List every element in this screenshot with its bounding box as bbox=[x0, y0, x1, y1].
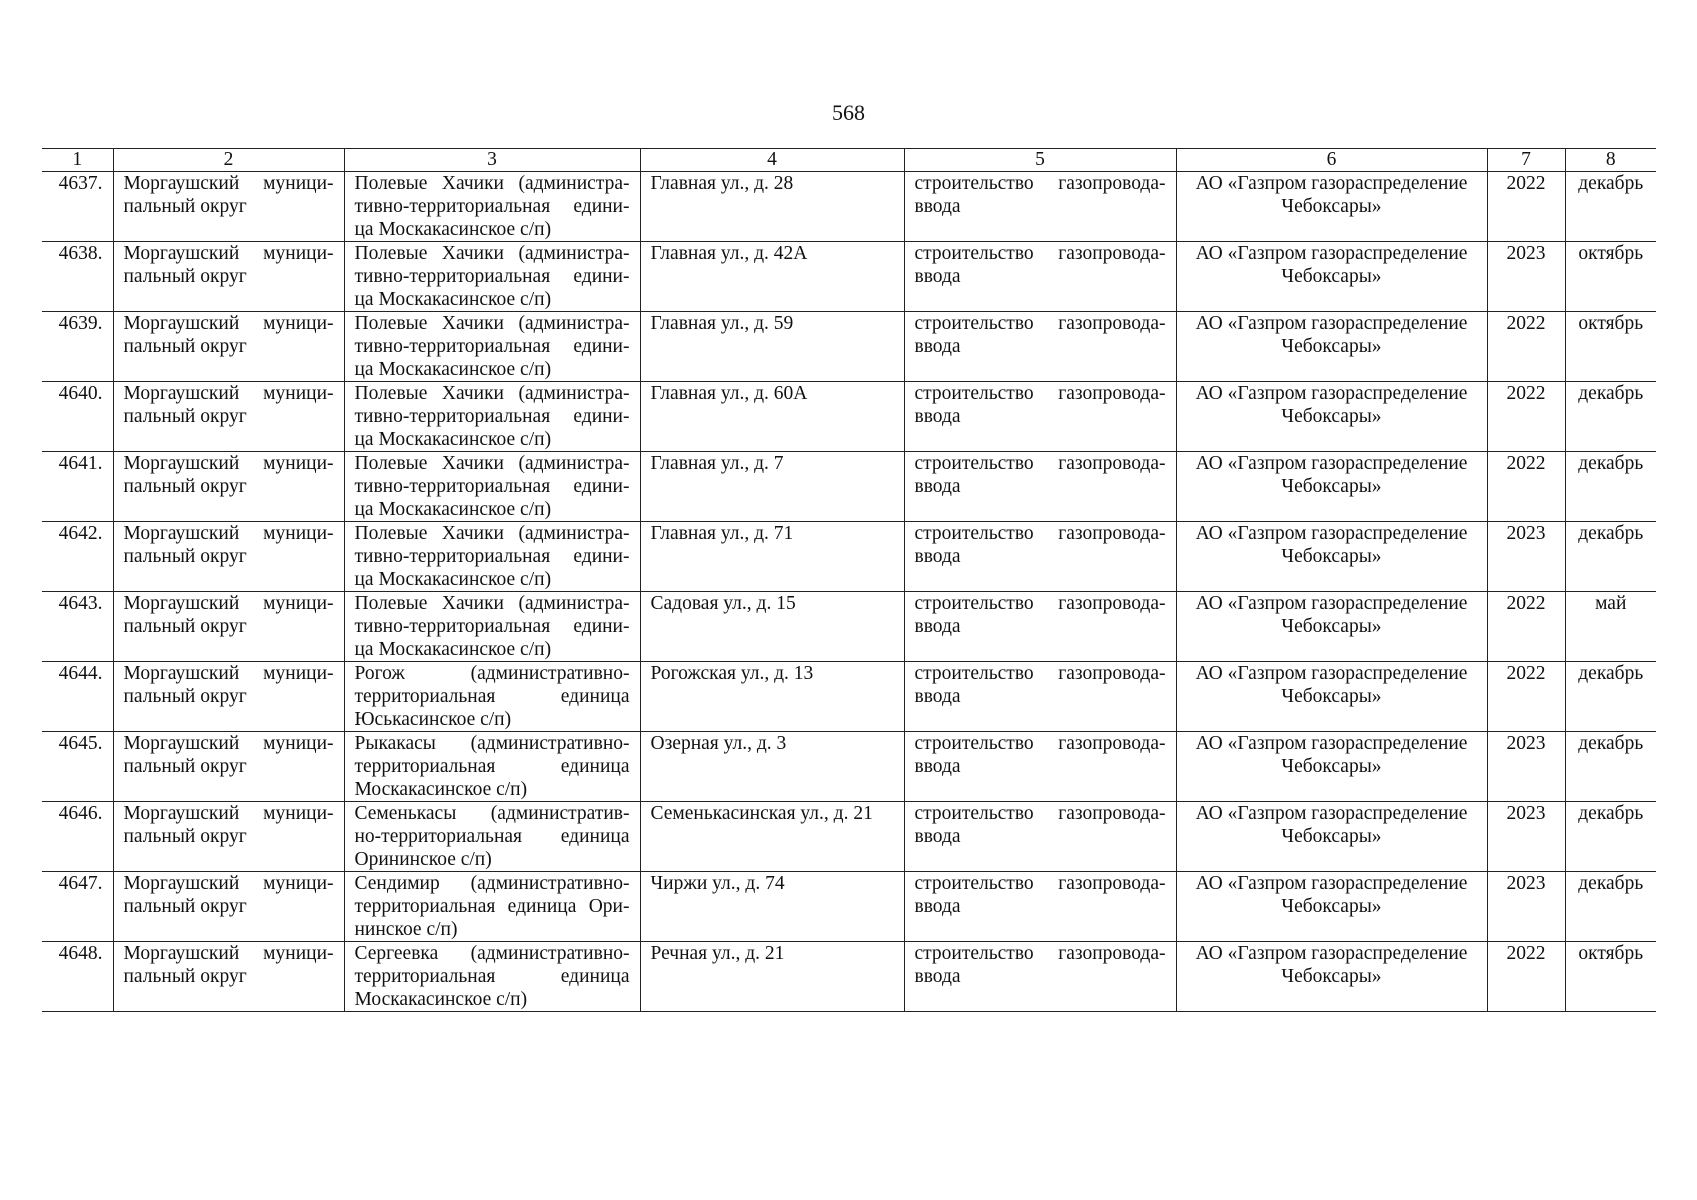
district-line: Моргаушский муници- bbox=[123, 383, 334, 404]
organization-line: АО «Газпром газораспределение bbox=[1195, 383, 1468, 404]
work-type-cell bbox=[904, 382, 1176, 452]
organization-line: Чебоксары» bbox=[1281, 616, 1382, 637]
organization-line: Чебоксары» bbox=[1281, 336, 1382, 357]
column-header-4: 4 bbox=[640, 149, 904, 172]
year-cell: 2022 bbox=[1487, 592, 1565, 662]
district-line: Моргаушский муници- bbox=[123, 663, 334, 684]
district-cell bbox=[113, 732, 344, 802]
address-cell: Главная ул., д. 28 bbox=[640, 172, 904, 242]
organization-line: Чебоксары» bbox=[1281, 896, 1382, 917]
work-type-line: ввода bbox=[914, 966, 961, 987]
month-cell: октябрь bbox=[1565, 942, 1656, 1012]
settlement-cell bbox=[344, 802, 640, 872]
year-cell: 2023 bbox=[1487, 522, 1565, 592]
organization-line: Чебоксары» bbox=[1281, 406, 1382, 427]
settlement-line: Полевые Хачики (администра- bbox=[354, 173, 630, 194]
header-row bbox=[42, 149, 1656, 172]
row-number: 4646. bbox=[42, 802, 113, 872]
work-type-line: ввода bbox=[914, 756, 961, 777]
settlement-line: ца Москакасинское с/п) bbox=[354, 499, 552, 520]
row-number: 4648. bbox=[42, 942, 113, 1012]
district-line: пальный округ bbox=[123, 336, 247, 357]
organization-cell bbox=[1176, 662, 1487, 732]
settlement-line: ца Москакасинское с/п) bbox=[354, 359, 552, 380]
table-row bbox=[42, 802, 1656, 872]
settlement-line: Полевые Хачики (администра- bbox=[354, 313, 630, 334]
settlement-line: тивно-территориальная едини- bbox=[354, 616, 630, 637]
district-line: Моргаушский муници- bbox=[123, 593, 334, 614]
organization-cell bbox=[1176, 242, 1487, 312]
district-line: Моргаушский муници- bbox=[123, 943, 334, 964]
work-type-line: строительство газопровода- bbox=[914, 173, 1166, 194]
organization-line: АО «Газпром газораспределение bbox=[1195, 313, 1468, 334]
work-type-cell bbox=[904, 662, 1176, 732]
row-number: 4645. bbox=[42, 732, 113, 802]
settlement-line: Сендимир (административно- bbox=[354, 873, 630, 894]
settlement-line: Полевые Хачики (администра- bbox=[354, 523, 630, 544]
table-row bbox=[42, 382, 1656, 452]
settlement-line: территориальная единица bbox=[354, 966, 630, 987]
organization-cell bbox=[1176, 872, 1487, 942]
row-number: 4637. bbox=[42, 172, 113, 242]
settlement-line: тивно-территориальная едини- bbox=[354, 406, 630, 427]
district-line: пальный округ bbox=[123, 826, 247, 847]
work-type-line: ввода bbox=[914, 406, 961, 427]
district-cell bbox=[113, 172, 344, 242]
work-type-cell bbox=[904, 592, 1176, 662]
settlement-cell bbox=[344, 312, 640, 382]
settlement-line: тивно-территориальная едини- bbox=[354, 546, 630, 567]
month-cell: декабрь bbox=[1565, 732, 1656, 802]
district-cell bbox=[113, 522, 344, 592]
settlement-line: территориальная единица bbox=[354, 756, 630, 777]
organization-line: АО «Газпром газораспределение bbox=[1195, 663, 1468, 684]
year-cell: 2022 bbox=[1487, 452, 1565, 522]
settlement-cell bbox=[344, 172, 640, 242]
organization-cell bbox=[1176, 522, 1487, 592]
district-line: Моргаушский муници- bbox=[123, 243, 334, 264]
work-type-line: ввода bbox=[914, 896, 961, 917]
column-header-7: 7 bbox=[1487, 149, 1565, 172]
settlement-line: ца Москакасинское с/п) bbox=[354, 289, 552, 310]
work-type-line: ввода bbox=[914, 196, 961, 217]
work-type-line: строительство газопровода- bbox=[914, 383, 1166, 404]
settlement-line: территориальная единица bbox=[354, 686, 630, 707]
district-cell bbox=[113, 592, 344, 662]
settlement-line: Сергеевка (административно- bbox=[354, 943, 630, 964]
address-cell: Рогожская ул., д. 13 bbox=[640, 662, 904, 732]
settlement-cell bbox=[344, 452, 640, 522]
district-line: Моргаушский муници- bbox=[123, 173, 334, 194]
work-type-cell bbox=[904, 312, 1176, 382]
settlement-cell bbox=[344, 662, 640, 732]
work-type-line: ввода bbox=[914, 616, 961, 637]
column-header-3: 3 bbox=[344, 149, 640, 172]
table-row bbox=[42, 452, 1656, 522]
settlement-line: Полевые Хачики (администра- bbox=[354, 243, 630, 264]
district-cell bbox=[113, 942, 344, 1012]
settlement-line: ца Москакасинское с/п) bbox=[354, 639, 552, 660]
address-cell: Главная ул., д. 42А bbox=[640, 242, 904, 312]
month-cell: декабрь bbox=[1565, 452, 1656, 522]
work-type-line: строительство газопровода- bbox=[914, 523, 1166, 544]
year-cell: 2023 bbox=[1487, 732, 1565, 802]
work-type-line: строительство газопровода- bbox=[914, 243, 1166, 264]
settlement-line: территориальная единица Ори- bbox=[354, 896, 630, 917]
settlement-line: Полевые Хачики (администра- bbox=[354, 593, 630, 614]
month-cell: декабрь bbox=[1565, 382, 1656, 452]
district-line: пальный округ bbox=[123, 756, 247, 777]
settlement-cell bbox=[344, 242, 640, 312]
district-cell bbox=[113, 802, 344, 872]
settlement-cell bbox=[344, 872, 640, 942]
work-type-cell bbox=[904, 942, 1176, 1012]
organization-line: Чебоксары» bbox=[1281, 756, 1382, 777]
table-row bbox=[42, 662, 1656, 732]
address-cell: Речная ул., д. 21 bbox=[640, 942, 904, 1012]
work-type-line: ввода bbox=[914, 686, 961, 707]
work-type-line: ввода bbox=[914, 546, 961, 567]
work-type-cell bbox=[904, 172, 1176, 242]
district-line: Моргаушский муници- bbox=[123, 873, 334, 894]
address-cell: Главная ул., д. 60А bbox=[640, 382, 904, 452]
organization-cell bbox=[1176, 732, 1487, 802]
organization-line: АО «Газпром газораспределение bbox=[1195, 803, 1468, 824]
work-type-line: строительство газопровода- bbox=[914, 663, 1166, 684]
organization-line: Чебоксары» bbox=[1281, 546, 1382, 567]
row-number: 4640. bbox=[42, 382, 113, 452]
work-type-cell bbox=[904, 802, 1176, 872]
settlement-cell bbox=[344, 382, 640, 452]
address-cell: Главная ул., д. 59 bbox=[640, 312, 904, 382]
settlement-line: ца Москакасинское с/п) bbox=[354, 569, 552, 590]
month-cell: май bbox=[1565, 592, 1656, 662]
district-line: пальный округ bbox=[123, 476, 247, 497]
organization-line: АО «Газпром газораспределение bbox=[1195, 523, 1468, 544]
row-number: 4639. bbox=[42, 312, 113, 382]
year-cell: 2022 bbox=[1487, 662, 1565, 732]
table-row bbox=[42, 942, 1656, 1012]
work-type-line: строительство газопровода- bbox=[914, 453, 1166, 474]
settlement-cell bbox=[344, 522, 640, 592]
settlement-cell bbox=[344, 732, 640, 802]
work-type-line: ввода bbox=[914, 266, 961, 287]
year-cell: 2023 bbox=[1487, 872, 1565, 942]
work-type-cell bbox=[904, 522, 1176, 592]
year-cell: 2022 bbox=[1487, 382, 1565, 452]
district-line: Моргаушский муници- bbox=[123, 733, 334, 754]
column-header-1: 1 bbox=[42, 149, 113, 172]
table-row bbox=[42, 522, 1656, 592]
organization-cell bbox=[1176, 942, 1487, 1012]
organization-cell bbox=[1176, 592, 1487, 662]
work-type-cell bbox=[904, 872, 1176, 942]
address-cell: Главная ул., д. 7 bbox=[640, 452, 904, 522]
work-type-cell bbox=[904, 452, 1176, 522]
organization-line: АО «Газпром газораспределение bbox=[1195, 173, 1468, 194]
district-line: пальный округ bbox=[123, 686, 247, 707]
organization-cell bbox=[1176, 172, 1487, 242]
year-cell: 2023 bbox=[1487, 242, 1565, 312]
district-line: пальный округ bbox=[123, 546, 247, 567]
organization-cell bbox=[1176, 382, 1487, 452]
district-cell bbox=[113, 452, 344, 522]
organization-line: АО «Газпром газораспределение bbox=[1195, 943, 1468, 964]
table-row bbox=[42, 592, 1656, 662]
district-cell bbox=[113, 312, 344, 382]
settlement-line: ца Москакасинское с/п) bbox=[354, 429, 552, 450]
month-cell: декабрь bbox=[1565, 802, 1656, 872]
address-cell: Главная ул., д. 71 bbox=[640, 522, 904, 592]
address-cell: Озерная ул., д. 3 bbox=[640, 732, 904, 802]
settlement-line: ца Москакасинское с/п) bbox=[354, 219, 552, 240]
organization-line: Чебоксары» bbox=[1281, 686, 1382, 707]
year-cell: 2022 bbox=[1487, 942, 1565, 1012]
address-cell: Чиржи ул., д. 74 bbox=[640, 872, 904, 942]
table-row bbox=[42, 242, 1656, 312]
organization-line: Чебоксары» bbox=[1281, 476, 1382, 497]
work-type-line: ввода bbox=[914, 336, 961, 357]
settlement-line: тивно-территориальная едини- bbox=[354, 266, 630, 287]
district-line: Моргаушский муници- bbox=[123, 313, 334, 334]
settlement-line: Рыкакасы (административно- bbox=[354, 733, 630, 754]
table-row bbox=[42, 312, 1656, 382]
organization-line: Чебоксары» bbox=[1281, 196, 1382, 217]
page-number: 568 bbox=[832, 100, 865, 125]
work-type-line: строительство газопровода- bbox=[914, 803, 1166, 824]
settlement-line: тивно-территориальная едини- bbox=[354, 196, 630, 217]
column-header-8: 8 bbox=[1565, 149, 1656, 172]
district-line: пальный округ bbox=[123, 266, 247, 287]
month-cell: декабрь bbox=[1565, 872, 1656, 942]
row-number: 4638. bbox=[42, 242, 113, 312]
district-line: Моргаушский муници- bbox=[123, 523, 334, 544]
row-number: 4641. bbox=[42, 452, 113, 522]
work-type-line: ввода bbox=[914, 826, 961, 847]
row-number: 4643. bbox=[42, 592, 113, 662]
district-cell bbox=[113, 872, 344, 942]
work-type-line: строительство газопровода- bbox=[914, 873, 1166, 894]
district-line: пальный округ bbox=[123, 896, 247, 917]
district-line: пальный округ bbox=[123, 616, 247, 637]
address-cell: Семенькасинская ул., д. 21 bbox=[640, 802, 904, 872]
settlement-cell bbox=[344, 942, 640, 1012]
month-cell: октябрь bbox=[1565, 242, 1656, 312]
district-cell bbox=[113, 662, 344, 732]
settlement-line: тивно-территориальная едини- bbox=[354, 476, 630, 497]
year-cell: 2022 bbox=[1487, 172, 1565, 242]
settlement-line: Москакасинское с/п) bbox=[354, 779, 528, 800]
work-type-line: ввода bbox=[914, 476, 961, 497]
district-cell bbox=[113, 242, 344, 312]
month-cell: декабрь bbox=[1565, 662, 1656, 732]
organization-line: Чебоксары» bbox=[1281, 266, 1382, 287]
district-line: пальный округ bbox=[123, 406, 247, 427]
organization-line: АО «Газпром газораспределение bbox=[1195, 453, 1468, 474]
work-type-line: строительство газопровода- bbox=[914, 733, 1166, 754]
year-cell: 2023 bbox=[1487, 802, 1565, 872]
row-number: 4644. bbox=[42, 662, 113, 732]
row-number: 4642. bbox=[42, 522, 113, 592]
work-type-line: строительство газопровода- bbox=[914, 943, 1166, 964]
row-number: 4647. bbox=[42, 872, 113, 942]
gasification-table bbox=[42, 148, 1656, 1012]
column-header-5: 5 bbox=[904, 149, 1176, 172]
month-cell: декабрь bbox=[1565, 172, 1656, 242]
column-header-6: 6 bbox=[1176, 149, 1487, 172]
organization-cell bbox=[1176, 452, 1487, 522]
settlement-line: Полевые Хачики (администра- bbox=[354, 383, 630, 404]
year-cell: 2022 bbox=[1487, 312, 1565, 382]
organization-line: АО «Газпром газораспределение bbox=[1195, 873, 1468, 894]
district-line: пальный округ bbox=[123, 196, 247, 217]
work-type-line: строительство газопровода- bbox=[914, 593, 1166, 614]
settlement-line: тивно-территориальная едини- bbox=[354, 336, 630, 357]
settlement-line: Орининское с/п) bbox=[354, 849, 492, 870]
settlement-cell bbox=[344, 592, 640, 662]
district-cell bbox=[113, 382, 344, 452]
table-row bbox=[42, 172, 1656, 242]
organization-line: Чебоксары» bbox=[1281, 966, 1382, 987]
month-cell: октябрь bbox=[1565, 312, 1656, 382]
settlement-line: Полевые Хачики (администра- bbox=[354, 453, 630, 474]
organization-line: АО «Газпром газораспределение bbox=[1195, 243, 1468, 264]
organization-cell bbox=[1176, 802, 1487, 872]
column-header-2: 2 bbox=[113, 149, 344, 172]
settlement-line: Юськасинское с/п) bbox=[354, 709, 512, 730]
district-line: Моргаушский муници- bbox=[123, 803, 334, 824]
organization-line: Чебоксары» bbox=[1281, 826, 1382, 847]
settlement-line: Семенькасы (административ- bbox=[354, 803, 630, 824]
settlement-line: Рогож (административно- bbox=[354, 663, 630, 684]
work-type-cell bbox=[904, 732, 1176, 802]
district-line: Моргаушский муници- bbox=[123, 453, 334, 474]
work-type-line: строительство газопровода- bbox=[914, 313, 1166, 334]
settlement-line: Москакасинское с/п) bbox=[354, 989, 528, 1010]
table-row bbox=[42, 732, 1656, 802]
organization-line: АО «Газпром газораспределение bbox=[1195, 733, 1468, 754]
month-cell: декабрь bbox=[1565, 522, 1656, 592]
work-type-cell bbox=[904, 242, 1176, 312]
organization-line: АО «Газпром газораспределение bbox=[1195, 593, 1468, 614]
address-cell: Садовая ул., д. 15 bbox=[640, 592, 904, 662]
settlement-line: но-территориальная единица bbox=[354, 826, 630, 847]
organization-cell bbox=[1176, 312, 1487, 382]
district-line: пальный округ bbox=[123, 966, 247, 987]
table-row bbox=[42, 872, 1656, 942]
table-body bbox=[42, 172, 1656, 1012]
settlement-line: нинское с/п) bbox=[354, 919, 458, 940]
